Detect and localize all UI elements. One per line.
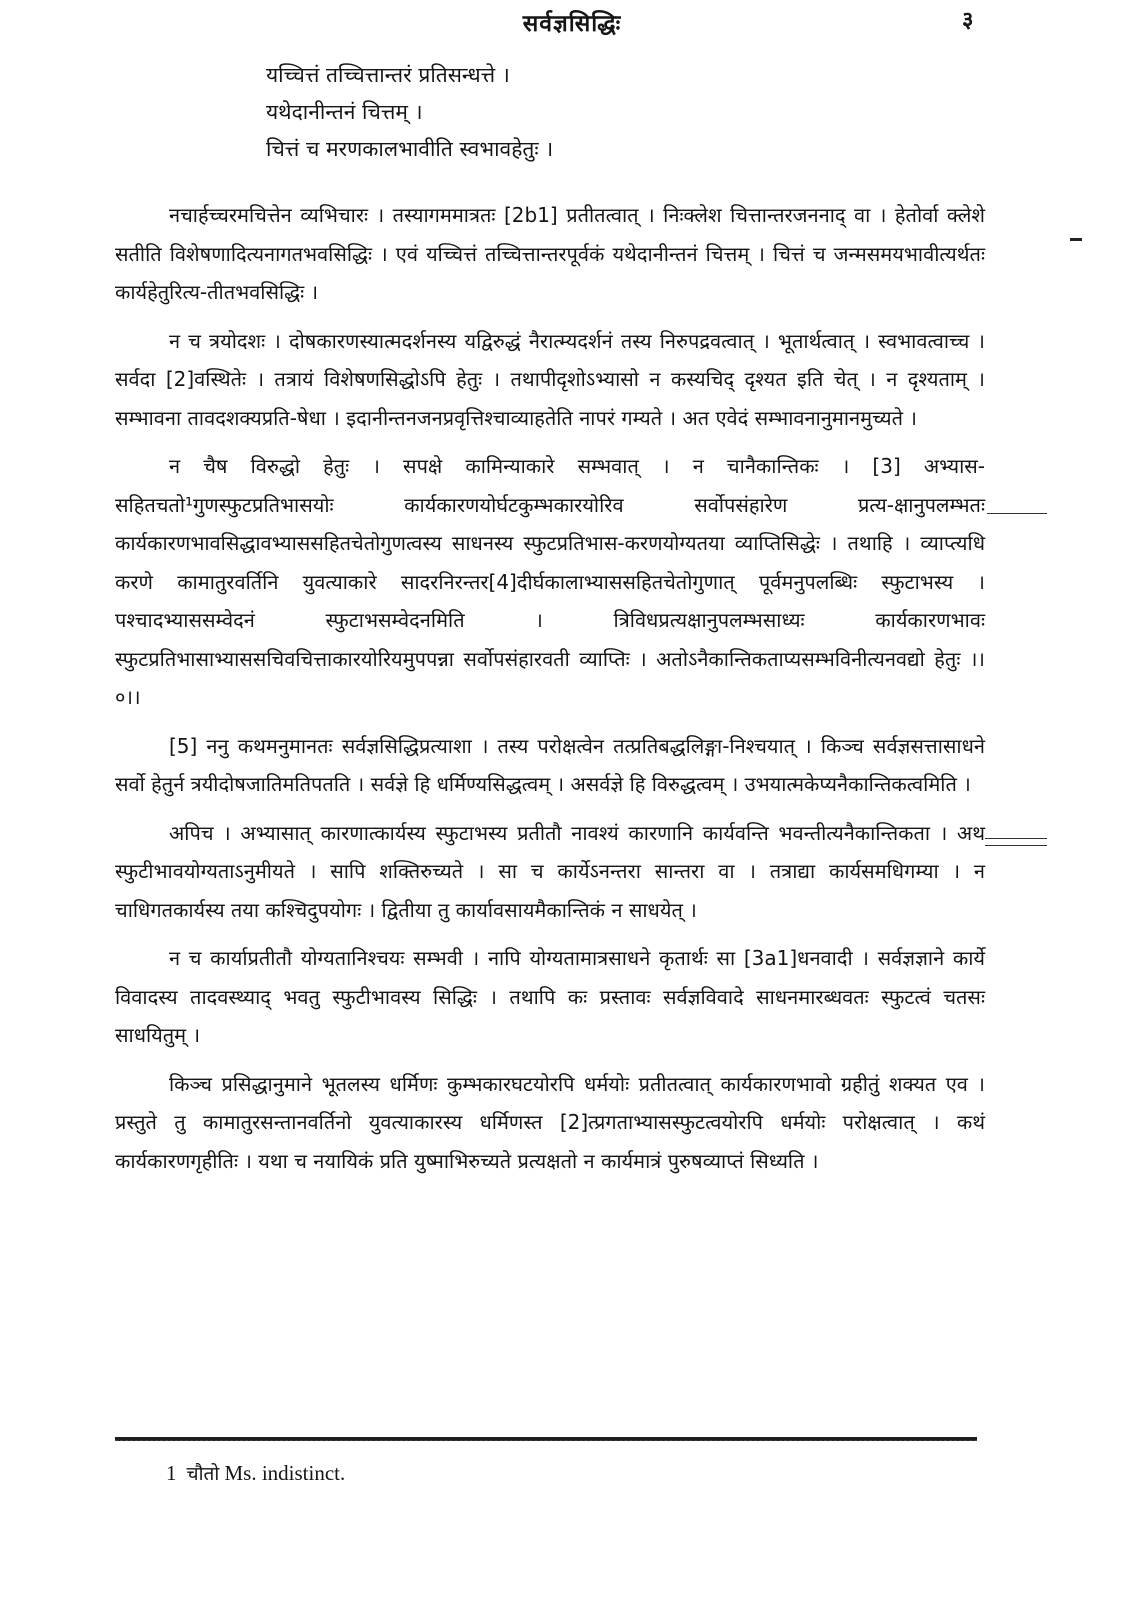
verse-block	[266, 62, 966, 173]
paragraph: अपिच । अभ्यासात् कारणात्कार्यस्य स्फुटाभस्य प्रतीतौ नावश्यं कारणानि कार्यवन्ति भवन्तीत्यनैकान्तिकता । अथ स्फुटीभावयोग्यताऽनुमीयते । सापि शक्तिरुच्यते । सा च कार्येऽनन्तरा सान्तरा वा । तत्राद्या कार्यसमधिगम्या । न चाधिगतकार्यस्य तया कश्चिदुपयोगः । द्वितीया तु कार्यावसायमैकान्तिकं न साधयेत् ।	[115, 820, 985, 922]
margin-rule	[987, 513, 1047, 514]
paragraph: न च कार्याप्रतीतौ योग्यतानिश्चयः सम्भवी । नापि योग्यतामात्रसाधने कृतार्थः सा [3a1]धनवादी । सर्वज्ञज्ञाने कार्ये विवादस्य तादवस्थ्याद् भवतु स्फुटीभावस्य सिद्धिः । तथापि कः प्रस्तावः सर्वज्ञविवादे साधनमारब्धवतः स्फुटत्वं चतसः साधयितुम् ।	[115, 946, 985, 1047]
paragraph: नचार्हच्चरमचित्तेन व्यभिचारः । तस्यागममात्रतः [2b1] प्रतीतत्वात् । निःक्लेश चित्तान्तरजननाद् वा । हेतोर्वा क्लेशे सतीति विशेषणादित्यनागतभवसिद्धिः । एवं यच्चित्तं तच्चित्तान्तरपूर्वकं यथेदानीन्तनं चित्तम् । चित्तं च जन्मसमयभावीत्यर्थतः कार्यहेतुरित्य-तीतभवसिद्धिः ।	[115, 203, 985, 304]
page-number: ३	[962, 8, 974, 33]
footnote-divider	[115, 1437, 977, 1441]
footnote-text: Ms. indistinct.	[219, 1461, 346, 1485]
footnote-devanagari: चौतो	[186, 1463, 220, 1485]
footnote-number: 1	[166, 1461, 177, 1485]
verse-line: यच्चित्तं तच्चित्तान्तरं प्रतिसन्धत्ते ।	[266, 63, 510, 87]
verse-line: यथेदानीन्तनं चित्तम् ।	[266, 100, 423, 124]
paragraph: किञ्च प्रसिद्धानुमाने भूतलस्य धर्मिणः कुम्भकारघटयोरपि धर्मयोः प्रतीतत्वात् कार्यकारणभावो ग्रहीतुं शक्यत एव । प्रस्तुते तु कामातुरसन्तानवर्तिनो युवत्याकारस्य धर्मिणस्त [2]त्प्रगताभ्यासस्फुटत्वयोरपि धर्मयोः परोक्षत्वात् । कथं कार्यकारणगृहीतिः । यथा च नयायिकं प्रति युष्माभिरुच्यते प्रत्यक्षतो न कार्यमात्रं पुरुषव्याप्तं सिध्यति ।	[115, 1071, 985, 1173]
paragraph: [5] ननु कथमनुमानतः सर्वज्ञसिद्धिप्रत्याशा । तस्य परोक्षत्वेन तत्प्रतिबद्धलिङ्गा-निश्चयात् । किञ्च सर्वज्ञसत्तासाधने सर्वो हेतुर्न त्रयीदोषजातिमतिपतति । सर्वज्ञे हि धर्मिण्यसिद्धत्वम् । असर्वज्ञे हि विरुद्धत्वम् । उभयात्मकेप्यनैकान्तिकत्वमिति ।	[115, 733, 985, 796]
verse-line: चित्तं च मरणकालभावीति स्वभावहेतुः ।	[266, 137, 554, 161]
paragraph: न चैष विरुद्धो हेतुः । सपक्षे कामिन्याकारे सम्भवात् । न चानैकान्तिकः । [3] अभ्यास-सहितचतो¹गुणस्फुटप्रतिभासयोः कार्यकारणयोर्घटकुम्भकारयोरिव सर्वोपसंहारेण प्रत्य-क्षानुपलम्भतः कार्यकारणभावसिद्धावभ्याससहितचेतोगुणत्वस्य साधनस्य स्फुटप्रतिभास-करणयोग्यतया व्याप्तिसिद्धेः । तथाहि । व्याप्त्यधि करणे कामातुरवर्तिनि युवत्याकारे सादरनिरन्तर[4]दीर्घकालाभ्याससहितचेतोगुणात् पूर्वमनुपलब्धिः स्फुटाभस्य । पश्चादभ्याससम्वेदनं स्फुटाभसम्वेदनमिति । त्रिविधप्रत्यक्षानुपलम्भसाध्यः कार्यकारणभावः स्फुटप्रतिभासाभ्याससचिवचित्ताकारयोरियमुपपन्ना सर्वोपसंहारवती व्याप्तिः । अतोऽनैकान्तिकताप्यसम्भविनीत्यनवद्यो हेतुः ।।०।।	[115, 454, 985, 709]
footnote	[166, 1460, 345, 1486]
margin-rule	[985, 838, 1047, 839]
body-text	[115, 196, 985, 1190]
running-head-title: सर्वज्ञसिद्धिः	[522, 11, 622, 37]
margin-rule	[985, 845, 1047, 846]
paragraph: न च त्रयोदशः । दोषकारणस्यात्मदर्शनस्य यद्विरुद्धं नैरात्म्यदर्शनं तस्य निरुपद्रवत्वात् । भूतार्थत्वात् । स्वभावत्वाच्च । सर्वदा [2]वस्थितेः । तत्रायं विशेषणसिद्धोऽपि हेतुः । तथापीदृशोऽभ्यासो न कस्यचिद् दृश्यत इति चेत् । न दृश्यताम् । सम्भावना तावदशक्यप्रति-षेधा । इदानीन्तनजनप्रवृत्तिश्चाव्याहतेति नापरं गम्यते । अत एवेदं सम्भावनानुमानमुच्यते ।	[115, 328, 985, 430]
margin-rule	[1070, 238, 1082, 241]
